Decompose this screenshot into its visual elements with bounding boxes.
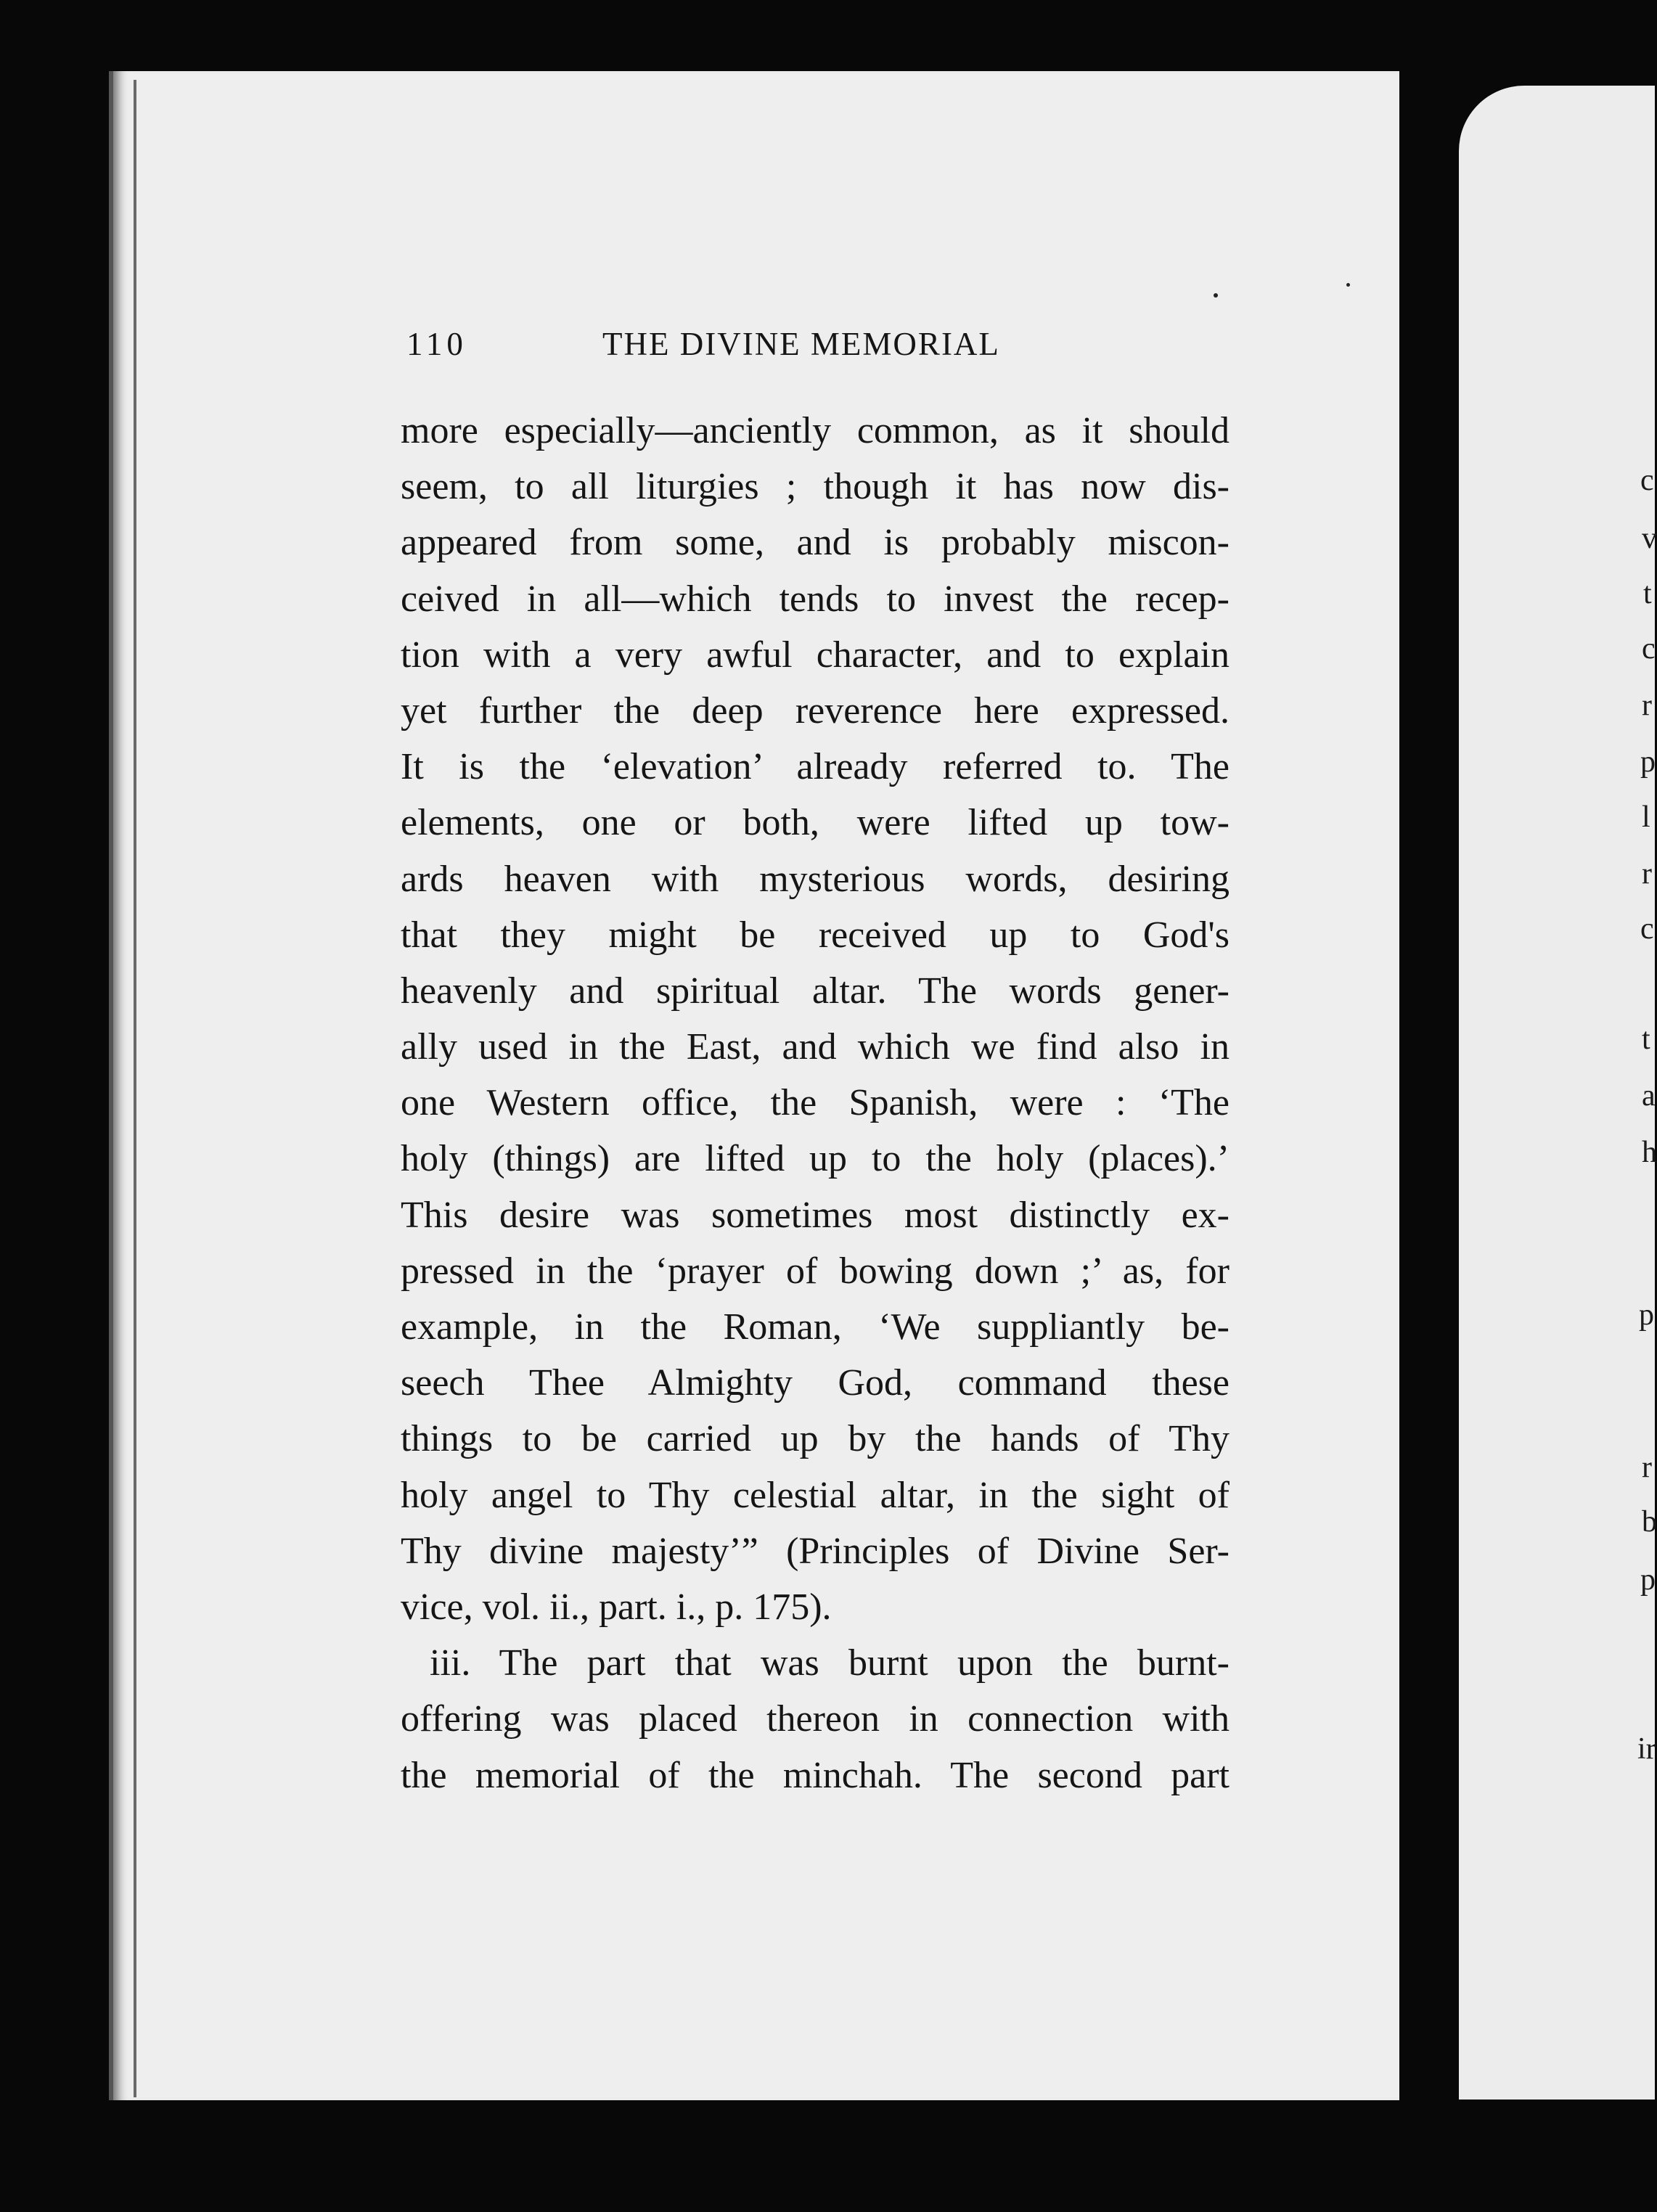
- scan-speck: [1214, 293, 1218, 298]
- facing-page-fragment: b: [1642, 1505, 1657, 1539]
- facing-page-fragment: r: [1642, 1451, 1652, 1484]
- page-gutter: [134, 80, 136, 2097]
- text-line: things to be carried up by the hands of Thy: [401, 1418, 1230, 1460]
- facing-page-fragment: t: [1643, 577, 1652, 610]
- facing-page-fragment: c: [1640, 912, 1654, 946]
- text-line: tion with a very awful character, and to explain: [401, 634, 1230, 676]
- text-line: ally used in the East, and which we find also in: [401, 1026, 1230, 1068]
- text-line: example, in the Roman, ‘We suppliantly be-: [401, 1306, 1230, 1348]
- text-line: one Western office, the Spanish, were : ‘The: [401, 1082, 1230, 1124]
- body-text: [401, 403, 1230, 1803]
- scan-speck: [1346, 283, 1350, 287]
- text-line: more especially—anciently common, as it should: [401, 410, 1230, 451]
- text-line: pressed in the ‘prayer of bowing down ;’ as, for: [401, 1250, 1230, 1292]
- page-number: 110: [406, 326, 467, 362]
- text-line: ards heaven with mysterious words, desiring: [401, 858, 1230, 900]
- text-line: vice, vol. ii., part. i., p. 175).: [401, 1586, 832, 1628]
- facing-page-fragment: h: [1642, 1136, 1657, 1169]
- facing-page-fragment: c: [1640, 464, 1654, 497]
- text-line: holy (things) are lifted up to the holy (places).’: [401, 1138, 1230, 1180]
- text-line: holy angel to Thy celestial altar, in the sight of: [401, 1474, 1230, 1516]
- facing-page-fragment: ir: [1637, 1732, 1656, 1766]
- facing-page-edge: [1459, 86, 1655, 2100]
- facing-page-fragment: p: [1640, 1563, 1656, 1597]
- facing-page-fragment: a: [1642, 1079, 1656, 1113]
- text-line: that they might be received up to God's: [401, 914, 1230, 956]
- facing-page-fragment: p: [1640, 745, 1656, 779]
- text-line: elements, one or both, were lifted up tow-: [401, 802, 1230, 844]
- facing-page-fragment: l: [1642, 800, 1650, 834]
- facing-page-fragment: p: [1639, 1298, 1654, 1332]
- text-line: heavenly and spiritual altar. The words gener-: [401, 970, 1230, 1012]
- text-line: the memorial of the minchah. The second part: [401, 1754, 1230, 1796]
- text-line: This desire was sometimes most distinctly ex-: [401, 1194, 1230, 1236]
- text-line: It is the ‘elevation’ already referred to. The: [401, 746, 1230, 788]
- facing-page-fragment: v: [1642, 522, 1657, 555]
- text-line: ceived in all—which tends to invest the recep-: [401, 578, 1230, 620]
- text-line: seech Thee Almighty God, command these: [401, 1362, 1230, 1404]
- text-line: yet further the deep reverence here expressed.: [401, 689, 1230, 732]
- facing-page-fragment: r: [1642, 857, 1652, 890]
- facing-page-fragment: t: [1642, 1023, 1650, 1056]
- text-line: seem, to all liturgies ; though it has now dis-: [401, 466, 1230, 508]
- facing-page-fragment: c: [1642, 632, 1656, 665]
- facing-page-fragment: r: [1642, 689, 1652, 722]
- text-line: Thy divine majesty’” (Principles of Divine Ser-: [401, 1530, 1230, 1572]
- running-head-title: THE DIVINE MEMORIAL: [602, 326, 1000, 362]
- text-line: appeared from some, and is probably miscon-: [401, 522, 1230, 564]
- text-line: offering was placed thereon in connection with: [401, 1698, 1230, 1740]
- text-line: iii. The part that was burnt upon the burnt-: [430, 1642, 1230, 1684]
